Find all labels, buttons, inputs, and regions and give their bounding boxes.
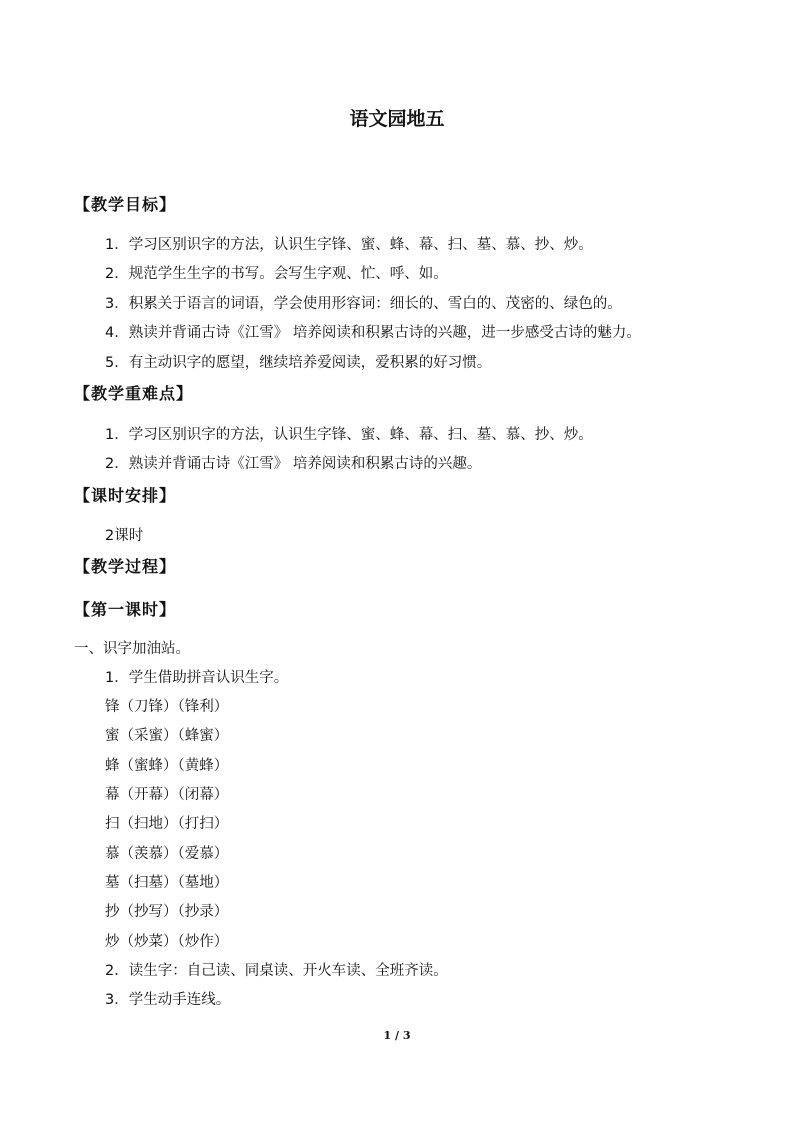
step-item: 2．读生字：自己读、同桌读、开火车读、全班齐读。 (105, 963, 448, 979)
word-row: 慕（羡慕）（爱慕） (105, 846, 229, 862)
word-row: 炒（炒菜）（炒作） (105, 934, 229, 950)
objective-item: 3．积累关于语言的词语，学会使用形容词：细长的、雪白的、茂密的、绿色的。 (105, 296, 622, 312)
objective-item: 5．有主动识字的愿望，继续培养爱阅读，爱积累的好习惯。 (105, 355, 492, 371)
word-row: 蜜（采蜜）（蜂蜜） (105, 728, 229, 744)
word-row: 幕（开幕）（闭幕） (105, 787, 229, 803)
schedule-heading: 【课时安排】 (74, 486, 177, 505)
objectives-heading: 【教学目标】 (74, 195, 177, 214)
part-heading: 一、识字加油站。 (74, 641, 190, 657)
word-row: 墓（扫墓）（墓地） (105, 875, 229, 891)
key-point-item: 2．熟读并背诵古诗《江雪》 培养阅读和积累古诗的兴趣。 (105, 456, 482, 472)
first-lesson-heading: 【第一课时】 (74, 600, 177, 619)
page-number: 1 / 3 (383, 1029, 411, 1042)
objective-item: 4．熟读并背诵古诗《江雪》 培养阅读和积累古诗的兴趣，进一步感受古诗的魅力。 (105, 325, 641, 341)
word-row: 蜂（蜜蜂）（黄蜂） (105, 758, 229, 774)
step-item: 1．学生借助拼音认识生字。 (105, 670, 289, 686)
objective-item: 1．学习区别识字的方法，认识生字锋、蜜、蜂、幕、扫、墓、慕、抄、炒。 (105, 237, 593, 253)
schedule-text: 2课时 (105, 528, 144, 544)
step-item: 3．学生动手连线。 (105, 992, 231, 1008)
document-title: 语文园地五 (349, 108, 445, 130)
process-heading: 【教学过程】 (74, 557, 177, 576)
key-points-heading: 【教学重难点】 (74, 384, 194, 403)
objective-item: 2．规范学生生字的书写。会写生字观、忙、呼、如。 (105, 266, 448, 282)
word-row: 扫（扫地）（打扫） (105, 816, 229, 832)
word-row: 锋（刀锋）（锋利） (105, 699, 229, 715)
word-row: 抄（抄写）（抄录） (105, 904, 229, 920)
key-point-item: 1．学习区别识字的方法，认识生字锋、蜜、蜂、幕、扫、墓、慕、抄、炒。 (105, 427, 593, 443)
